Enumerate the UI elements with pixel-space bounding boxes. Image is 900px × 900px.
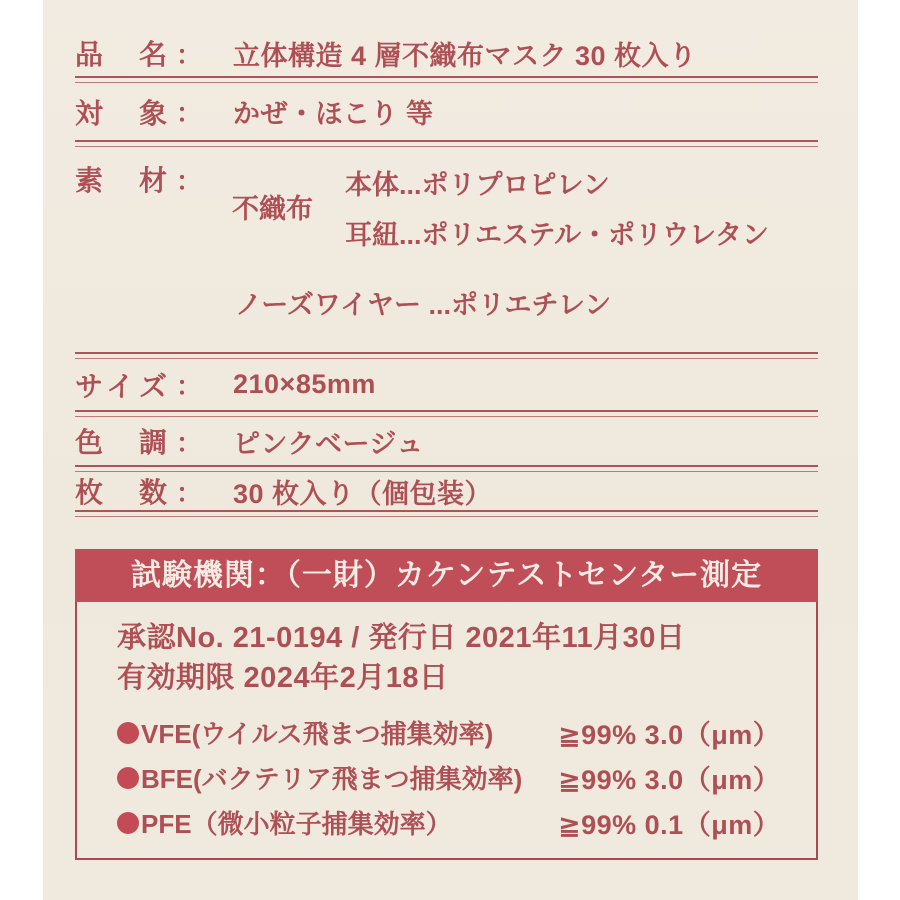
product-label-photo [43,0,858,900]
test-details-box [75,602,818,860]
row-label-material: 素材 [75,165,167,196]
test-certification-section [75,549,818,860]
row-value-product-name: 立体構造 4 層不織布マスク 30 枚入り [233,40,697,71]
row-colon: ： [175,371,202,401]
metric-value: ≧99% 0.1（μm） [558,810,781,840]
row-value-size: 210×85mm [233,369,376,399]
row-label-count: 枚数 [75,477,167,508]
bullet-icon [117,812,139,834]
row-label-target: 対象 [75,97,167,129]
divider [75,352,818,359]
metric-row-bfe [117,755,798,800]
spec-row-color [75,417,818,465]
approval-number-line: 承認No. 21-0194 / 発行日 2021年11月30日 [117,622,686,654]
divider [75,76,818,83]
spec-row-material [75,147,818,352]
top-spacer [75,0,818,30]
metric-value: ≧99% 3.0（μm） [558,765,781,795]
row-value-color: ピンクベージュ [233,428,424,459]
spec-table [75,0,818,860]
divider [75,410,818,417]
spec-row-size [75,359,818,410]
row-label-size: サイズ [75,370,167,402]
metric-row-vfe [117,710,798,755]
material-item-earloop: 耳紐...ポリエステル・ポリウレタン [345,220,769,250]
row-label-product-name: 品名 [75,39,167,70]
filtration-metrics-list [117,710,798,845]
row-value-count: 30 枚入り（個包装） [233,478,493,509]
material-label-line [75,159,207,199]
bullet-icon [117,767,139,789]
material-item-nose-wire: ノーズワイヤー ...ポリエチレン [235,290,612,320]
row-colon: ： [175,39,202,70]
row-label-color: 色調 [75,427,167,458]
metric-name: PFE（微小粒子捕集効率） [141,809,452,839]
spec-row-target [75,83,818,140]
metric-value: ≧99% 3.0（μm） [558,720,781,750]
metric-row-pfe [117,800,798,845]
spec-row-product-name [75,30,818,76]
row-colon: ： [175,98,202,128]
row-colon: ： [175,427,202,458]
row-colon: ： [175,477,202,508]
metric-name: VFE(ウイルス飛まつ捕集効率) [141,719,494,749]
row-value-target: かぜ・ほこり 等 [233,99,434,129]
spec-row-count [75,472,818,510]
material-item-body: 本体...ポリプロピレン [345,170,610,200]
divider [75,510,818,517]
expiry-date-line: 有効期限 2024年2月18日 [117,662,449,694]
metric-name: BFE(バクテリア飛まつ捕集効率) [141,764,523,794]
material-fabric-group-label: 不織布 [232,194,313,224]
test-agency-header: 試験機関：（一財）カケンテストセンター測定 [75,549,818,602]
divider [75,140,818,147]
row-colon: ： [175,165,202,196]
bullet-icon [117,722,139,744]
